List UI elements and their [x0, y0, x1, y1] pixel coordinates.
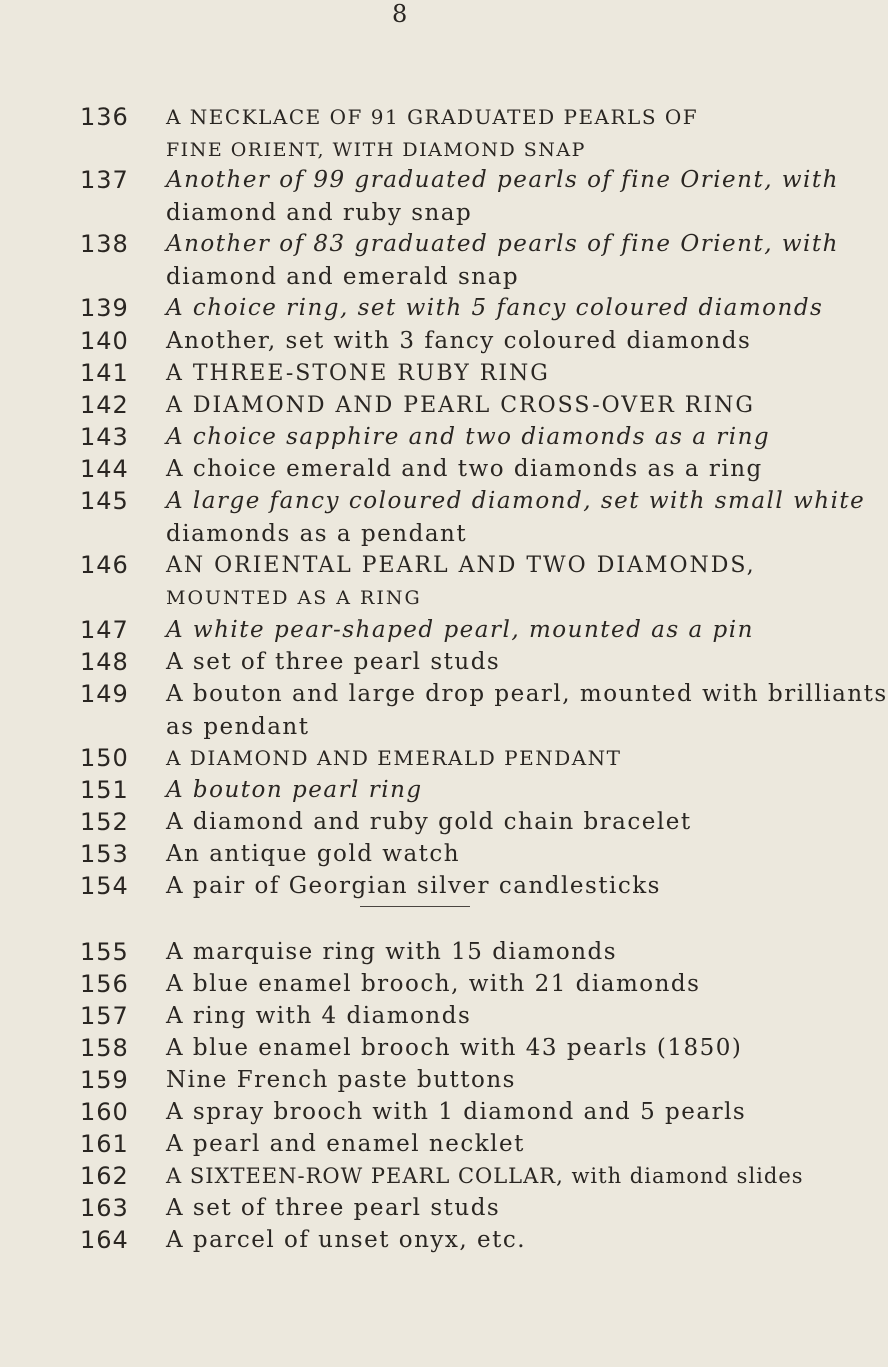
lot-description: A choice sapphire and two diamonds as a ring: [166, 424, 771, 450]
lot-description: A pearl and enamel necklet: [166, 1131, 525, 1157]
lot-number: 139: [80, 294, 129, 322]
lot-description: A pair of Georgian silver candlesticks: [166, 873, 661, 899]
page-number: 8: [392, 0, 409, 28]
lot-number: 159: [80, 1066, 129, 1094]
lot-number: 144: [80, 455, 129, 483]
lot-number: 161: [80, 1130, 129, 1158]
lot-description: Another of 83 graduated pearls of fine Orient, with diamond and emerald snap: [166, 231, 839, 290]
lot-number: 150: [80, 744, 129, 772]
lot-description: A NECKLACE OF 91 GRADUATED PEARLS OF FINE ORIENT, WITH DIAMOND SNAP: [166, 105, 699, 161]
lot-description: Another of 99 graduated pearls of fine Orient, with diamond and ruby snap: [166, 167, 839, 226]
lot-description: Another, set with 3 fancy coloured diamonds: [166, 328, 752, 354]
lot-description: A bouton and large drop pearl, mounted with brilliants as pendant: [166, 681, 888, 740]
lot-description: A diamond and ruby gold chain bracelet: [166, 809, 692, 835]
lot-number: 156: [80, 970, 129, 998]
lot-description: A choice emerald and two diamonds as a ring: [166, 456, 763, 482]
lot-description: Nine French paste buttons: [166, 1067, 516, 1093]
lot-number: 147: [80, 616, 129, 644]
lot-number: 153: [80, 840, 129, 868]
lot-number: 152: [80, 808, 129, 836]
lot-number: 160: [80, 1098, 129, 1126]
lot-description: A DIAMOND AND PEARL CROSS-OVER RING: [166, 393, 755, 418]
lot-number: 148: [80, 648, 129, 676]
lot-number: 146: [80, 551, 129, 579]
lot-description: A large fancy coloured diamond, set with small white diamonds as a pendant: [166, 488, 866, 547]
lot-number: 136: [80, 103, 129, 131]
lot-number: 145: [80, 487, 129, 515]
lot-number: 157: [80, 1002, 129, 1030]
lot-number: 143: [80, 423, 129, 451]
lot-description: A marquise ring with 15 diamonds: [166, 939, 618, 965]
section-divider: [360, 906, 470, 907]
lot-description: A bouton pearl ring: [166, 777, 423, 803]
lot-number: 154: [80, 872, 129, 900]
lot-number: 141: [80, 359, 129, 387]
lot-number: 163: [80, 1194, 129, 1222]
lot-description: AN ORIENTAL PEARL AND TWO DIAMONDS, MOUNTED AS A RING: [166, 553, 756, 609]
lot-number: 142: [80, 391, 129, 419]
lot-description: A blue enamel brooch, with 21 diamonds: [166, 971, 701, 997]
lot-description: A set of three pearl studs: [166, 649, 501, 675]
lot-description: A parcel of unset onyx, etc.: [166, 1227, 527, 1253]
lot-description: A SIXTEEN-ROW PEARL COLLAR, with diamond slides: [166, 1164, 804, 1188]
lot-description: A blue enamel brooch with 43 pearls (1850): [166, 1035, 743, 1061]
lot-description: An antique gold watch: [166, 841, 461, 867]
lot-number: 155: [80, 938, 129, 966]
lot-number: 164: [80, 1226, 129, 1254]
lot-description: A DIAMOND AND EMERALD PENDANT: [166, 746, 622, 770]
lot-description: A set of three pearl studs: [166, 1195, 501, 1221]
lot-number: 162: [80, 1162, 129, 1190]
lot-number: 138: [80, 230, 129, 258]
lot-description: A white pear-shaped pearl, mounted as a pin: [166, 617, 754, 643]
lot-number: 151: [80, 776, 129, 804]
lot-number: 158: [80, 1034, 129, 1062]
lot-description: A choice ring, set with 5 fancy coloured diamonds: [166, 295, 824, 321]
lot-description: A spray brooch with 1 diamond and 5 pearls: [166, 1099, 747, 1125]
lot-description: A ring with 4 diamonds: [166, 1003, 472, 1029]
lot-number: 137: [80, 166, 129, 194]
lot-description: A THREE-STONE RUBY RING: [166, 361, 550, 386]
lot-number: 140: [80, 327, 129, 355]
lot-number: 149: [80, 680, 129, 708]
